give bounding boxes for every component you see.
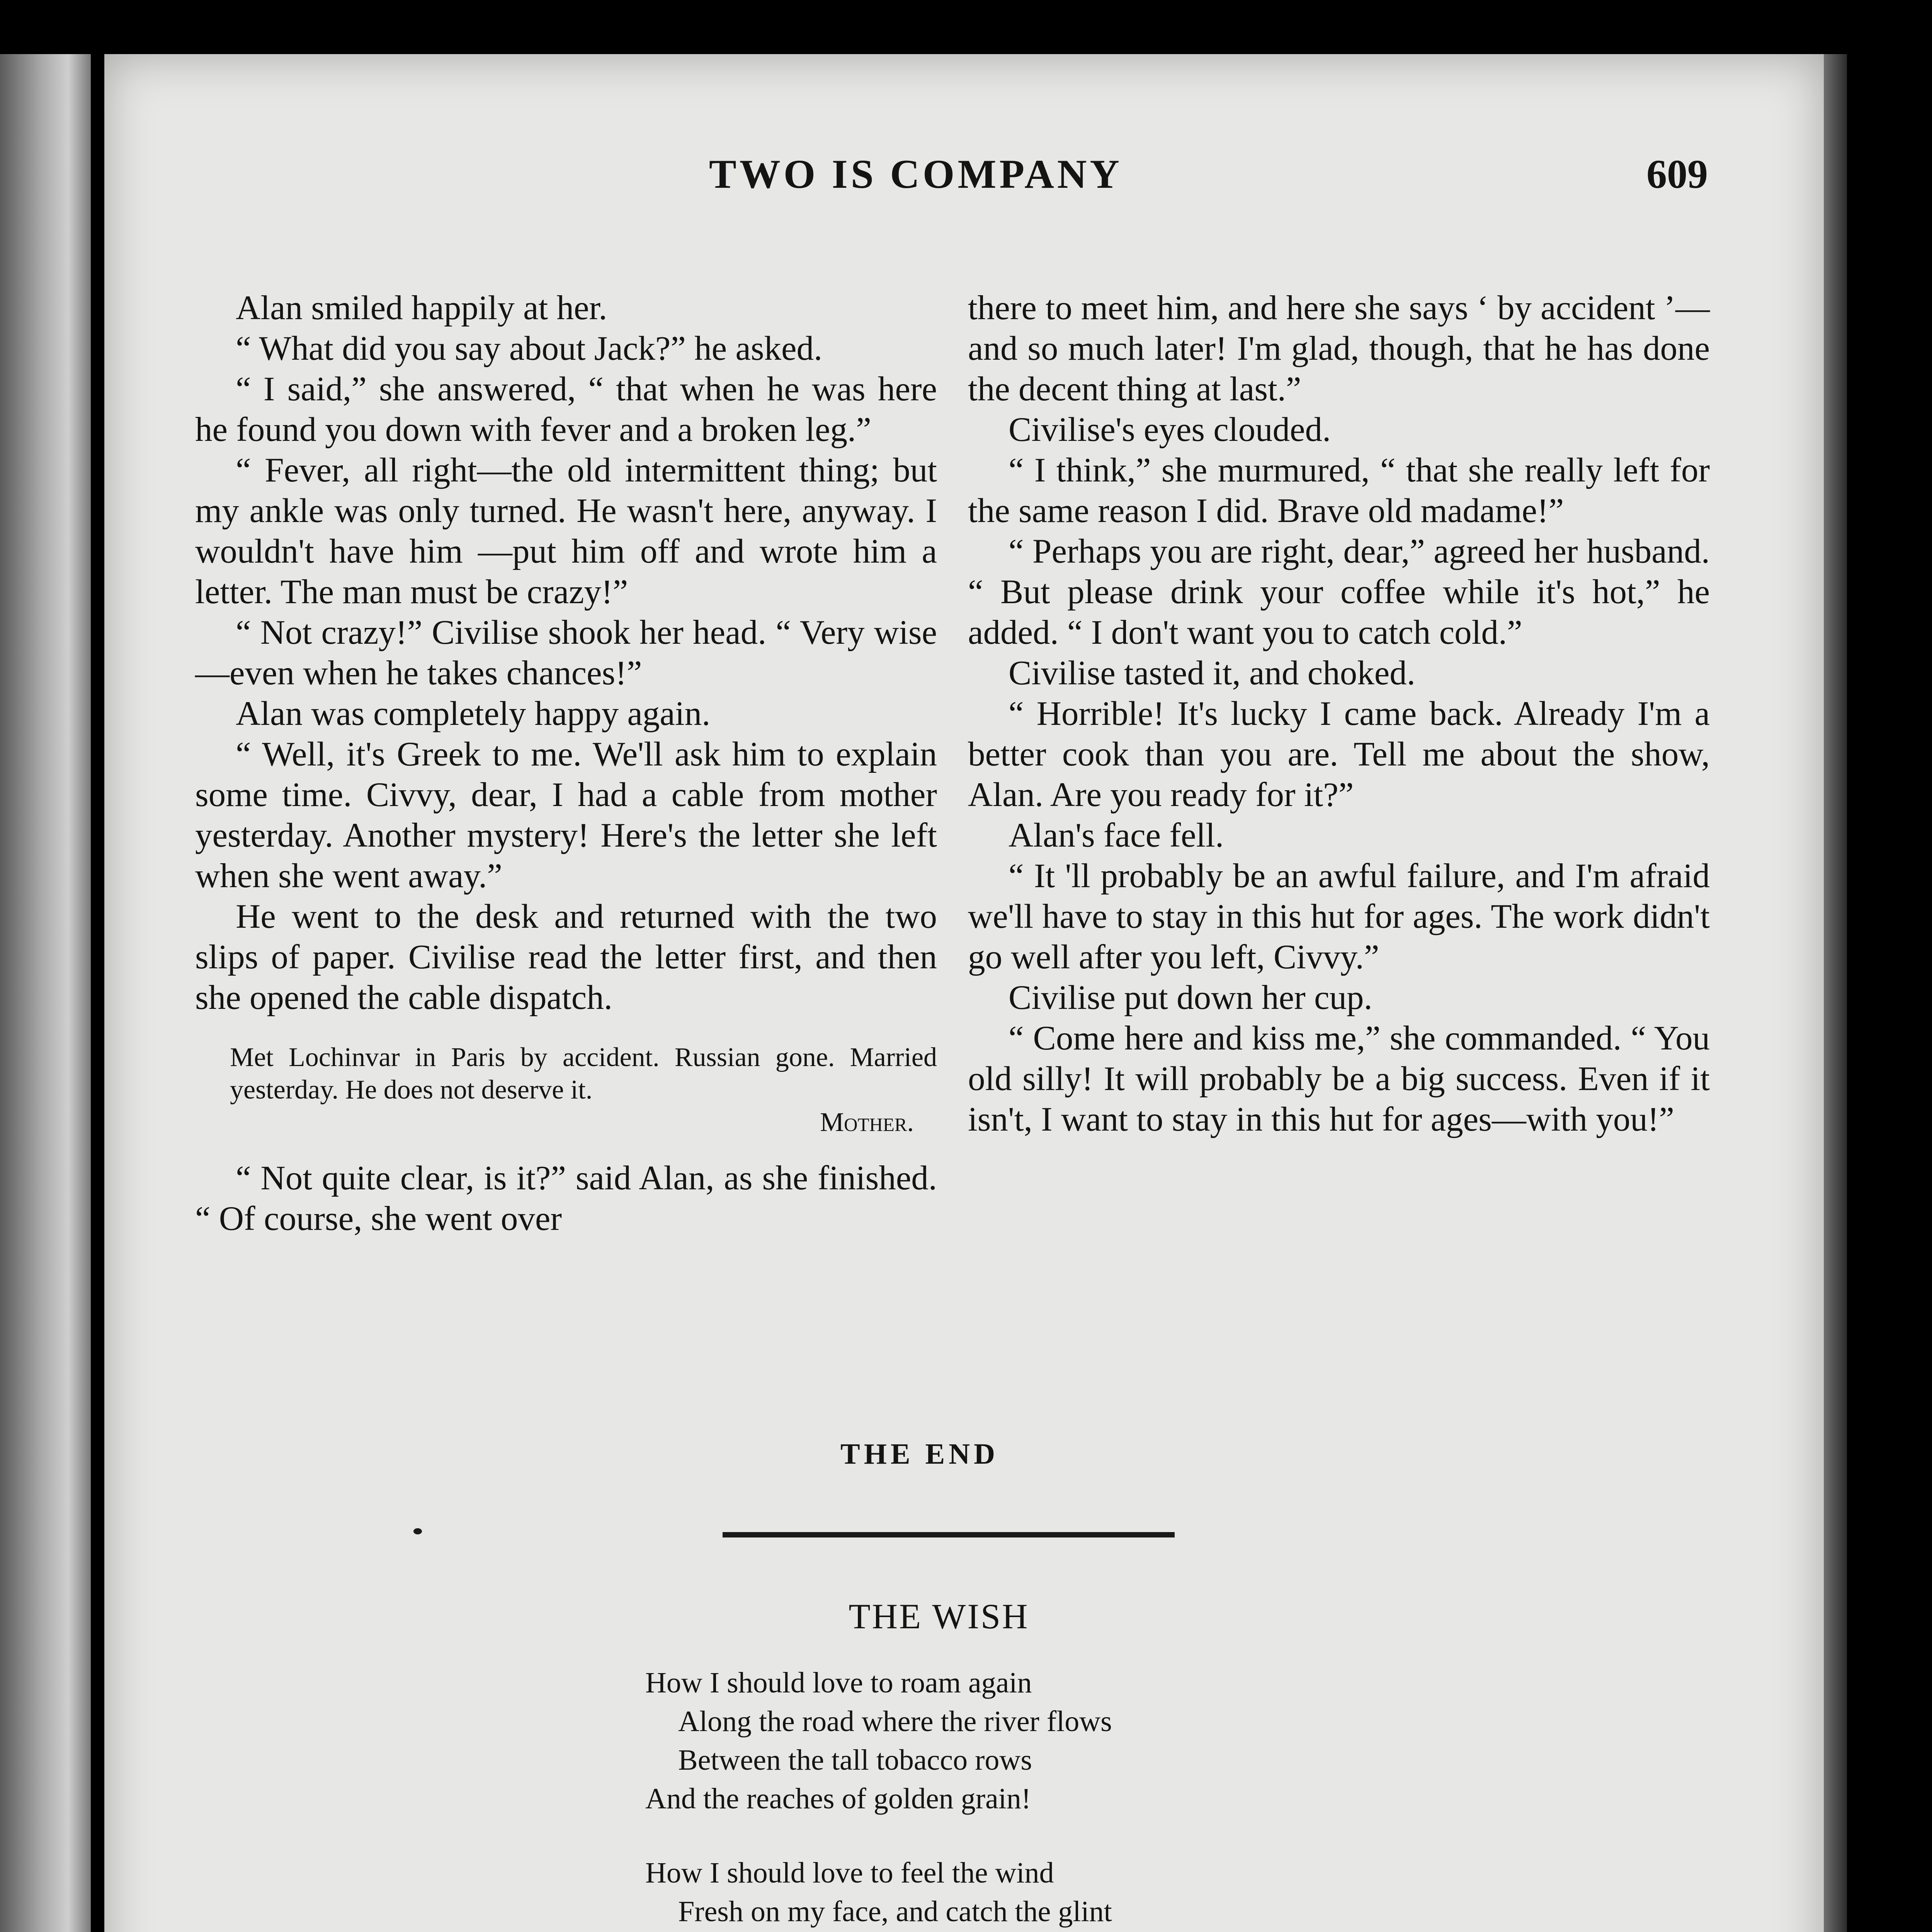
paragraph: “ Come here and kiss me,” she commanded. “ You old silly! It will probably be a big success. Even if it isn't, I want to stay in this hut for ages—with you!” <box>968 1019 1710 1138</box>
ink-speck <box>413 1528 422 1534</box>
cable-text: Met Lochinvar in Paris by accident. Russian gone. Married yesterday. He does not deserve it. <box>230 1043 937 1105</box>
paragraph: Alan was completely happy again. <box>236 695 711 733</box>
poem-line: How I should love to feel the wind <box>645 1857 1054 1889</box>
poem-body <box>645 1663 1495 1932</box>
paragraph: Alan smiled happily at her. <box>236 289 607 327</box>
paragraph: He went to the desk and returned with the two slips of paper. Civilise read the letter first, and then she opened the cable dispatch. <box>195 898 937 1017</box>
page-number: 609 <box>1646 151 1708 197</box>
paragraph: Civilise's eyes clouded. <box>1009 411 1331 449</box>
poem-line: How I should love to roam again <box>645 1667 1032 1699</box>
paragraph: Civilise put down her cup. <box>1009 979 1372 1017</box>
stanza <box>645 1663 1495 1818</box>
poem-title: THE WISH <box>849 1597 1029 1636</box>
the-end: THE END <box>840 1438 999 1470</box>
paragraph: “ Not crazy!” Civilise shook her head. “ Very wise—even when he takes chances!” <box>195 614 937 692</box>
adjacent-page-edge <box>0 54 91 1932</box>
paragraph: “ Perhaps you are right, dear,” agreed her husband. “ But please drink your coffee while it's hot,” he added. “ I don't want you to catch cold.” <box>968 532 1710 651</box>
paragraph: “ Horrible! It's lucky I came back. Already I'm a better cook than you are. Tell me about the show, Alan. Are you ready for it?” <box>968 695 1710 814</box>
stanza <box>645 1854 1495 1932</box>
paragraph: “ I said,” she answered, “ that when he was here he found you down with fever and a broken leg.” <box>195 370 937 449</box>
paragraph: “ Well, it's Greek to me. We'll ask him to explain some time. Civvy, dear, I had a cable from mother yesterday. Another mystery! Here's the letter she left when she went away.” <box>195 735 937 895</box>
paragraph: “ What did you say about Jack?” he asked. <box>236 330 823 367</box>
poem-line: And the reaches of golden grain! <box>645 1782 1031 1815</box>
right-column <box>968 288 1710 1140</box>
section-divider <box>723 1532 1175 1537</box>
paragraph: “ Not quite clear, is it?” said Alan, as she finished. “ Of course, she went over <box>195 1159 937 1238</box>
cable-dispatch <box>195 1041 937 1139</box>
running-header: TWO IS COMPANY <box>709 151 1122 197</box>
poem-line: Along the road where the river flows <box>678 1705 1112 1738</box>
paragraph: there to meet him, and here she says ‘ by accident ’—and so much later! I'm glad, though, that he has done the decent thing at last.” <box>968 289 1710 408</box>
paragraph: Civilise tasted it, and choked. <box>1009 654 1415 692</box>
paragraph: Alan's face fell. <box>1009 816 1224 854</box>
paragraph: “ I think,” she murmured, “ that she really left for the same reason I did. Brave old madame!” <box>968 451 1710 530</box>
page-shadow <box>1824 54 1847 1932</box>
paragraph: “ It 'll probably be an awful failure, and I'm afraid we'll have to stay in this hut for ages. The work didn't go well after you left, Civvy.” <box>968 857 1710 976</box>
poem-line: Between the tall tobacco rows <box>678 1744 1032 1776</box>
poem-line: Fresh on my face, and catch the glint <box>678 1895 1112 1928</box>
paragraph: “ Fever, all right—the old intermittent thing; but my ankle was only turned. He wasn't here, anyway. I wouldn't have him —put him off and wrote him a letter. The man must be crazy!” <box>195 451 937 611</box>
left-column <box>195 288 937 1239</box>
cable-signature: Mother. <box>820 1107 914 1137</box>
